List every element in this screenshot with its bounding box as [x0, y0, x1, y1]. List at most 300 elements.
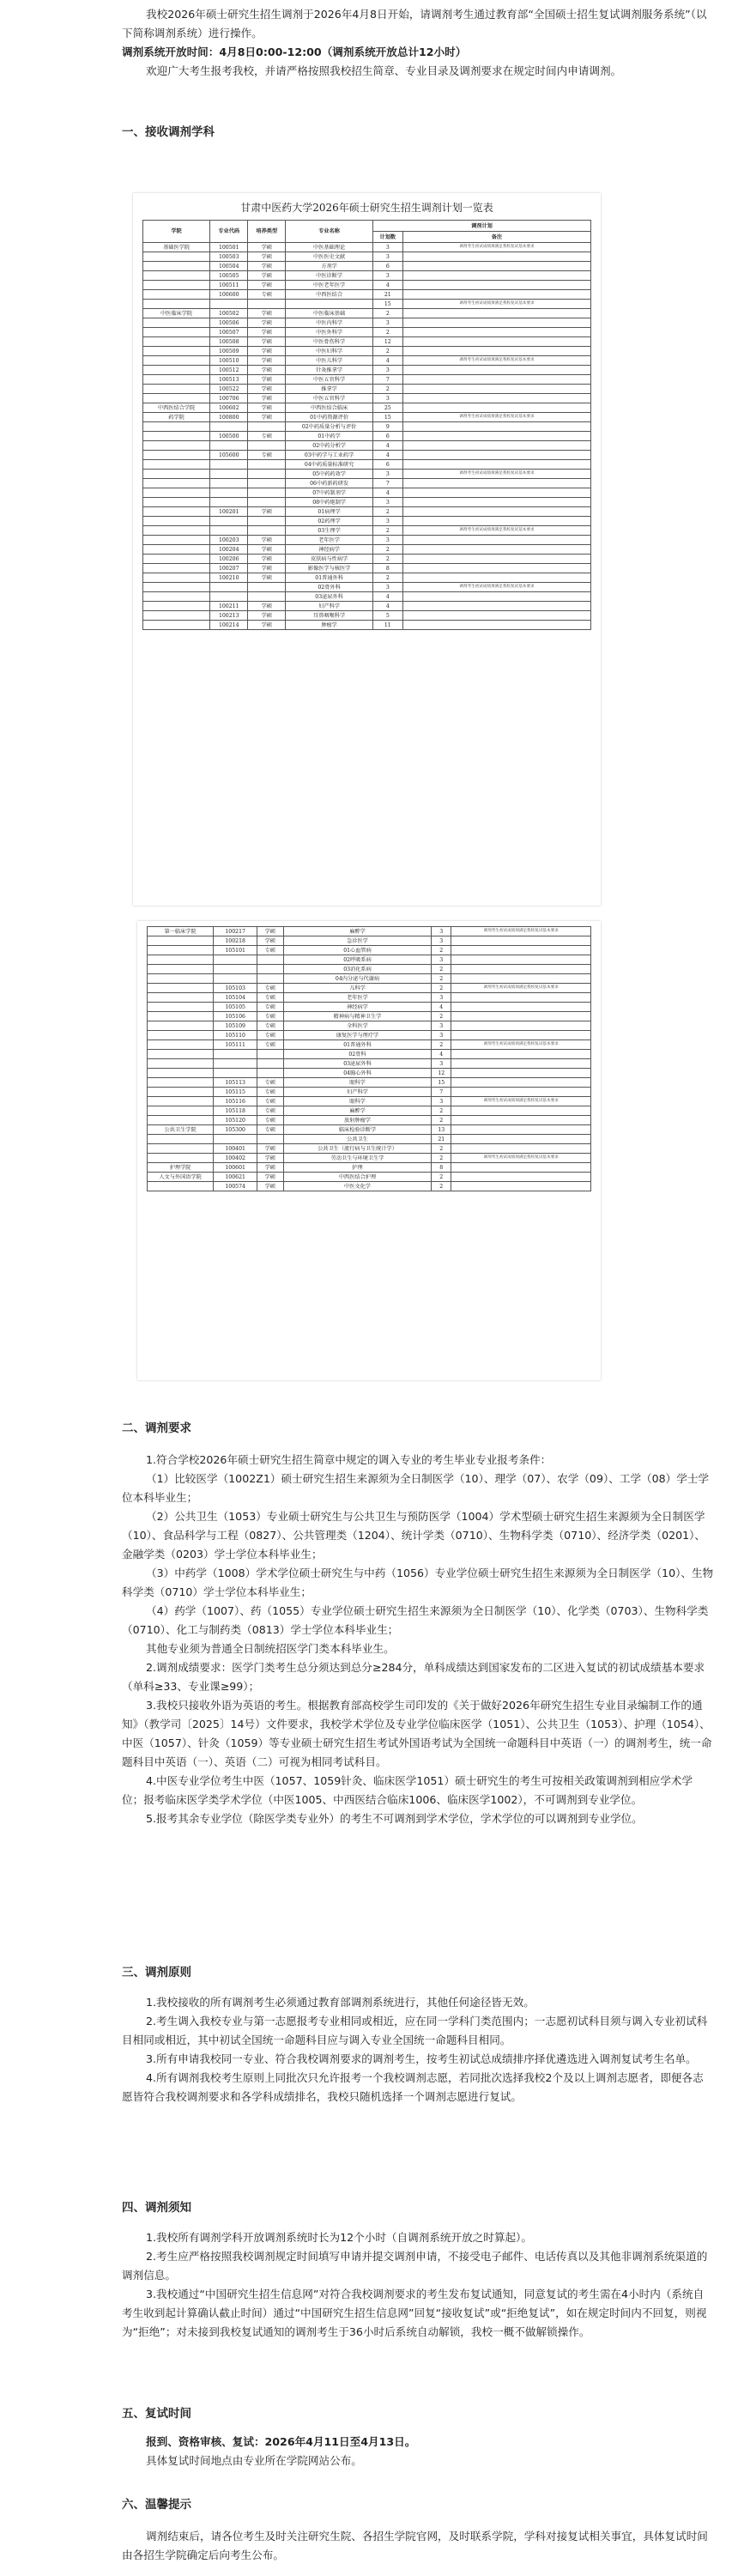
table-cell: 基础医学院 [142, 243, 209, 252]
col-header: 专业名称 [286, 221, 373, 243]
table-row [142, 290, 590, 300]
table-cell: 105113 [214, 1078, 257, 1088]
table-cell [248, 592, 286, 602]
table-cell [257, 1059, 283, 1069]
text-paragraph: 1.我校接收的所有调剂考生必须通过教育部调剂系统进行，其他任何途径皆无效。 [146, 1996, 535, 2009]
table-row [142, 460, 590, 470]
table-cell: 专硕 [257, 946, 283, 955]
table-cell: 专硕 [257, 1040, 283, 1050]
note-cell [451, 1021, 591, 1031]
table-row [147, 965, 590, 974]
note-cell [402, 403, 590, 413]
table-cell [142, 526, 209, 536]
table-row [147, 1040, 590, 1050]
table-row [147, 946, 590, 955]
table-cell: 学硕 [257, 1163, 283, 1173]
table-cell: 推拿学 [286, 385, 373, 394]
table-cell: 3 [432, 1021, 451, 1031]
table-cell: 2 [372, 309, 402, 318]
table-cell: 神经病学 [283, 1003, 432, 1012]
table-cell: 3 [432, 993, 451, 1003]
table-cell: 中医医史文献 [286, 252, 373, 262]
table-cell [142, 375, 209, 385]
table-cell: 15 [372, 413, 402, 422]
table-cell [147, 1031, 214, 1040]
table-cell: 100401 [214, 1144, 257, 1154]
note-cell: 调剂考生初试成绩须满足我校复试基本要求 [402, 300, 590, 309]
table-cell: 3 [372, 470, 402, 479]
table-cell: 学硕 [248, 375, 286, 385]
table-cell: 麻醉学 [283, 1106, 432, 1116]
plan-table-part-2 [137, 921, 601, 1380]
table-cell: 100502 [210, 309, 248, 318]
table-cell [248, 488, 286, 498]
table-cell: 100600 [210, 290, 248, 300]
note-cell [402, 451, 590, 460]
table-cell: 学硕 [248, 262, 286, 271]
table-cell: 学硕 [257, 1182, 283, 1191]
table-row [142, 545, 590, 555]
table-cell: 3 [432, 1031, 451, 1040]
table-cell: 100621 [214, 1173, 257, 1182]
table-cell: 100509 [210, 347, 248, 356]
table-cell: 2 [432, 984, 451, 993]
table-cell: 2 [372, 328, 402, 337]
table-row [142, 252, 590, 262]
table-row [142, 498, 590, 507]
table-row [142, 375, 590, 385]
table-cell [286, 300, 373, 309]
table-cell [147, 974, 214, 984]
table-cell: 08中药炮制学 [286, 498, 373, 507]
table-cell: 01中药学 [286, 432, 373, 441]
note-cell [451, 1088, 591, 1097]
table-cell: 学硕 [248, 602, 286, 611]
table-cell: 100217 [214, 927, 257, 936]
table-cell: 21 [372, 290, 402, 300]
note-cell [402, 555, 590, 564]
table-cell: 15 [372, 300, 402, 309]
table-cell: 100505 [210, 271, 248, 281]
table-cell: 100504 [210, 262, 248, 271]
table-cell: 105110 [214, 1031, 257, 1040]
table-cell [210, 498, 248, 507]
table-row [142, 536, 590, 545]
table-cell: 12 [432, 1069, 451, 1078]
table-cell [142, 432, 209, 441]
table-cell: 3 [372, 498, 402, 507]
table-cell: 专硕 [248, 451, 286, 460]
table-cell [142, 300, 209, 309]
table-cell: 105106 [214, 1012, 257, 1021]
table-cell: 中医妇科学 [286, 347, 373, 356]
table-row [147, 1182, 590, 1191]
table-cell [142, 545, 209, 555]
table-cell: 专硕 [257, 1012, 283, 1021]
table-cell: 皮肤病与性病学 [286, 555, 373, 564]
table-row [142, 328, 590, 337]
table-cell: 2 [432, 1116, 451, 1125]
intro [122, 5, 714, 81]
table-cell [142, 441, 209, 451]
table-cell: 6 [372, 432, 402, 441]
table-cell [142, 611, 209, 621]
table-cell [147, 936, 214, 946]
table-row [142, 394, 590, 403]
table-cell: 4 [372, 488, 402, 498]
table-cell: 专硕 [257, 993, 283, 1003]
table-title: 甘肃中医药大学2026年硕士研究生招生调剂计划一览表 [240, 202, 493, 214]
table-row [142, 243, 590, 252]
table-row [142, 488, 590, 498]
table-cell [214, 1069, 257, 1078]
table-cell: 学硕 [257, 1144, 283, 1154]
table-cell: 专硕 [257, 1116, 283, 1125]
table-cell: 学硕 [248, 309, 286, 318]
table-cell: 2 [432, 1182, 451, 1191]
table-cell [257, 1050, 283, 1059]
table-cell: 中医内科学 [286, 318, 373, 328]
table-cell [147, 1050, 214, 1059]
table-cell [147, 1003, 214, 1012]
table-cell: 3 [432, 927, 451, 936]
table-cell [248, 526, 286, 536]
table-row [142, 602, 590, 611]
table-cell [248, 441, 286, 451]
table-cell: 02骨科 [283, 1050, 432, 1059]
table-cell: 100602 [210, 403, 248, 413]
table-cell: 100503 [210, 252, 248, 262]
table-cell: 专硕 [248, 290, 286, 300]
table-row [147, 1173, 590, 1182]
table-cell: 专硕 [257, 1031, 283, 1040]
table-cell [210, 592, 248, 602]
table-cell: 15 [432, 1078, 451, 1088]
table-cell [147, 1144, 214, 1154]
table-cell: 神经病学 [286, 545, 373, 555]
table-cell: 03泌尿外科 [286, 592, 373, 602]
table-cell: 03生理学 [286, 526, 373, 536]
principles [122, 1993, 714, 2106]
table-cell: 肿瘤学 [286, 621, 373, 630]
table-row [142, 422, 590, 432]
note-cell: 调剂考生初试成绩须满足我校复试基本要求 [402, 413, 590, 422]
table-cell: 7 [372, 479, 402, 488]
table-cell: 急诊医学 [283, 936, 432, 946]
table-cell: 2 [372, 507, 402, 517]
table-cell [214, 1135, 257, 1144]
table-cell [147, 993, 214, 1003]
note-cell [451, 1059, 591, 1069]
section-heading: 五、复试时间 [122, 2407, 191, 2421]
table-cell: 7 [372, 375, 402, 385]
table-cell [248, 300, 286, 309]
table-cell: 耳鼻咽喉科学 [286, 611, 373, 621]
table-cell: 药学院 [142, 413, 209, 422]
note-cell [402, 507, 590, 517]
table-cell: 中医外科学 [286, 328, 373, 337]
table-cell: 2 [372, 555, 402, 564]
note-cell [402, 366, 590, 375]
table-cell: 2 [432, 1012, 451, 1021]
note-cell [451, 1125, 591, 1135]
table-cell: 3 [372, 394, 402, 403]
table-row [142, 281, 590, 290]
table-cell [248, 498, 286, 507]
section-heading: 二、调剂要求 [122, 1421, 191, 1435]
table-cell [142, 318, 209, 328]
table-cell [248, 517, 286, 526]
table-cell: 03泌尿外科 [283, 1059, 432, 1069]
table-row [142, 385, 590, 394]
plan-table-part-1 [133, 193, 601, 906]
table-cell [142, 281, 209, 290]
table-cell: 100574 [214, 1182, 257, 1191]
table-cell: 学硕 [248, 536, 286, 545]
text-paragraph: 5.报考其余专业学位（除医学类专业外）的考生不可调剂到学术学位，学术学位的可以调剂到专业学位。 [146, 1812, 643, 1825]
requirements [122, 1451, 714, 1828]
table-cell: 学硕 [257, 936, 283, 946]
table-cell: 老年医学 [283, 993, 432, 1003]
table-cell: 专硕 [257, 1003, 283, 1012]
table-row [147, 1088, 590, 1097]
table-row [142, 564, 590, 573]
table-row [142, 592, 590, 602]
table-cell: 2 [372, 573, 402, 583]
table-cell: 105103 [214, 984, 257, 993]
table-cell [142, 573, 209, 583]
note-cell: 调剂考生初试成绩须满足我校复试基本要求 [451, 1154, 591, 1163]
table-cell: 105101 [214, 946, 257, 955]
table-cell [142, 356, 209, 366]
section-heading: 三、调剂原则 [122, 1966, 191, 1979]
table-cell: 学硕 [257, 927, 283, 936]
note-cell: 调剂考生初试成绩须满足我校复试基本要求 [451, 927, 591, 936]
table-cell: 9 [372, 422, 402, 432]
table-cell [147, 1069, 214, 1078]
table-cell: 学硕 [248, 507, 286, 517]
table-cell: 专硕 [257, 1021, 283, 1031]
text-paragraph: 报到、资格审核、复试：2026年4月11日至4月13日。 [146, 2435, 416, 2448]
table-row [147, 955, 590, 965]
table-cell: 中医老年医学 [286, 281, 373, 290]
table-cell [257, 955, 283, 965]
table-cell [142, 602, 209, 611]
table-cell: 105116 [214, 1097, 257, 1106]
table-cell: 3 [432, 936, 451, 946]
table-cell: 学硕 [248, 394, 286, 403]
table-cell [142, 555, 209, 564]
table-cell: 100510 [210, 356, 248, 366]
table-cell: 学硕 [248, 545, 286, 555]
table-cell [248, 583, 286, 592]
note-cell [451, 1003, 591, 1012]
table-cell [147, 1059, 214, 1069]
table-cell: 学硕 [248, 243, 286, 252]
note-cell [451, 1163, 591, 1173]
table-row [142, 573, 590, 583]
table-cell: 2 [432, 1154, 451, 1163]
table-row [142, 432, 590, 441]
table-cell [214, 974, 257, 984]
table-cell: 100206 [210, 555, 248, 564]
col-header: 调剂计划 [372, 221, 590, 232]
text-paragraph: 2.调剂成绩要求：医学门类考生总分须达到总分≥284分，单科成绩达到国家发布的二区进入复试的初试成绩基本要求（单科≥33、专业课≥99）； [122, 1661, 705, 1693]
table-row [142, 356, 590, 366]
table-row [147, 1003, 590, 1012]
table-row [142, 318, 590, 328]
note-cell [402, 602, 590, 611]
table-cell [142, 271, 209, 281]
table-cell: 学硕 [248, 252, 286, 262]
table-cell: 105120 [214, 1116, 257, 1125]
table-cell [142, 507, 209, 517]
text-paragraph: 3.我校通过“中国研究生招生信息网”对符合我校调剂要求的考生发布复试通知，同意复试的考生需在4小时内（系统自考生收到起计算确认截止时间）通过“中国研究生招生信息网”回复“接收复试”或“拒绝复试”，如在规定时间内不回复，则视为“拒绝”；对未接到我校复试通知的调剂考生于36小时后系统自动解锁，我校一概不做解锁操作。 [122, 2288, 707, 2338]
table-cell: 学硕 [248, 328, 286, 337]
table-cell: 2 [372, 347, 402, 356]
table-cell: 100601 [214, 1163, 257, 1173]
text-paragraph: （1）比较医学（1002Z1）硕士研究生招生来源须为全日制医学（10）、理学（07）、农学（09）、工学（08）学士学位本科毕业生； [122, 1472, 710, 1504]
table-row [142, 271, 590, 281]
text-paragraph: 调剂结束后，请各位考生及时关注研究生院、各招生学院官网，及时联系学院，学科对接复试相关事宜，具体复试时间由各招生学院确定后向考生公布。 [122, 2530, 708, 2561]
table-row [147, 1059, 590, 1069]
text-paragraph: 3.我校只接收外语为英语的考生。根据教育部高校学生司印发的《关于做好2026年研究生招生专业目录编制工作的通知》（教学司〔2025〕14号）文件要求，我校学术学位及专业学位临床医学（1051）、公共卫生（1053）、护理（1054）、中医（1057）、针灸（1059）等专业硕士研究生招生考试外国语考试为全国统一命题科目中英语（一）的调剂考生，统一命题科目中英语（一）、英语（二）可视为相同考试科目。 [122, 1699, 712, 1768]
table-row [142, 309, 590, 318]
note-cell [402, 252, 590, 262]
table-cell: 3 [372, 583, 402, 592]
note-cell [402, 262, 590, 271]
table-cell [214, 955, 257, 965]
table-cell: 03中药学与工业药学 [286, 451, 373, 460]
note-cell: 调剂考生初试成绩须满足我校复试基本要求 [402, 526, 590, 536]
table-cell: 劳动卫生与环境卫生学 [283, 1154, 432, 1163]
table-cell: 公共卫生（流行病与卫生统计学） [283, 1144, 432, 1154]
table-cell: 学硕 [248, 366, 286, 375]
table-row [142, 526, 590, 536]
note-cell [402, 337, 590, 347]
note-cell [451, 1182, 591, 1191]
table-cell [210, 470, 248, 479]
table-cell: 学硕 [248, 573, 286, 583]
text-paragraph: 其他专业须为普通全日制统招医学门类本科毕业生。 [146, 1642, 395, 1655]
table-cell [147, 965, 214, 974]
table-cell: 方剂学 [286, 262, 373, 271]
table-cell: 第一临床学院 [147, 927, 214, 936]
table-cell: 精神病与精神卫生学 [283, 1012, 432, 1021]
note-cell [402, 281, 590, 290]
note-cell [402, 517, 590, 526]
table-cell: 中医诊断学 [286, 271, 373, 281]
note-cell [402, 432, 590, 441]
col-header: 培养类型 [248, 221, 286, 243]
table-cell: 麻醉学 [283, 927, 432, 936]
table-cell [214, 1050, 257, 1059]
table-row [142, 621, 590, 630]
table-cell [142, 394, 209, 403]
table-cell: 04内分泌与代谢病 [283, 974, 432, 984]
table-cell: 2 [432, 1106, 451, 1116]
note-cell [402, 422, 590, 432]
table-cell [147, 984, 214, 993]
table-row [147, 1012, 590, 1021]
table-cell: 影像医学与核医学 [286, 564, 373, 573]
table-cell [142, 592, 209, 602]
table-row [147, 927, 590, 936]
table-cell [210, 488, 248, 498]
table-cell [210, 441, 248, 451]
plan-table [147, 926, 591, 1191]
note-cell [402, 375, 590, 385]
table-cell: 7 [432, 1088, 451, 1097]
table-cell [142, 517, 209, 526]
table-cell: 03消化系病 [283, 965, 432, 974]
table-cell: 学硕 [248, 611, 286, 621]
note-cell [402, 488, 590, 498]
table-cell: 100706 [210, 394, 248, 403]
table-cell: 4 [372, 451, 402, 460]
table-row [142, 583, 590, 592]
note-cell [402, 347, 590, 356]
table-cell: 眼科学 [283, 1078, 432, 1088]
table-cell: 专硕 [257, 1125, 283, 1135]
table-cell: 25 [372, 403, 402, 413]
table-cell [248, 479, 286, 488]
table-cell: 中医骨伤科学 [286, 337, 373, 347]
table-cell: 3 [432, 1097, 451, 1106]
table-cell: 07中药制剂学 [286, 488, 373, 498]
table-cell: 105118 [214, 1106, 257, 1116]
table-cell: 2 [372, 526, 402, 536]
table-cell: 02中药质量分析与评价 [286, 422, 373, 432]
note-cell [402, 498, 590, 507]
table-cell: 临床检验诊断学 [283, 1125, 432, 1135]
table-row [142, 555, 590, 564]
table-cell [210, 526, 248, 536]
table-cell: 4 [372, 281, 402, 290]
table-cell [142, 385, 209, 394]
note-cell [451, 1031, 591, 1040]
note-cell [451, 1069, 591, 1078]
table-cell: 学硕 [248, 413, 286, 422]
table-row [147, 1125, 590, 1135]
note-cell: 调剂考生初试成绩须满足我校复试基本要求 [402, 583, 590, 592]
section-heading: 一、接收调剂学科 [122, 125, 215, 139]
table-cell: 学硕 [248, 356, 286, 366]
table-cell [142, 262, 209, 271]
table-cell [147, 1116, 214, 1125]
table-cell: 学硕 [248, 271, 286, 281]
table-cell: 21 [432, 1135, 451, 1144]
note-cell [402, 479, 590, 488]
table-cell: 100402 [214, 1154, 257, 1163]
table-cell: 100214 [210, 621, 248, 630]
note-cell [451, 946, 591, 955]
table-cell [142, 347, 209, 356]
table-cell: 2 [432, 1173, 451, 1182]
text-paragraph: 1.我校所有调剂学科开放调剂系统时长为12个小时（自调剂系统开放之时算起）。 [146, 2231, 532, 2244]
note-cell [402, 271, 590, 281]
table-cell [147, 1088, 214, 1097]
table-cell: 100500 [210, 432, 248, 441]
table-cell [257, 965, 283, 974]
table-cell: 8 [372, 564, 402, 573]
table-cell: 02药理学 [286, 517, 373, 526]
table-cell: 中西医结合学院 [142, 403, 209, 413]
table-cell [147, 1154, 214, 1163]
table-cell: 8 [432, 1163, 451, 1173]
table-cell: 100210 [210, 573, 248, 583]
col-header: 计划数 [372, 232, 402, 243]
